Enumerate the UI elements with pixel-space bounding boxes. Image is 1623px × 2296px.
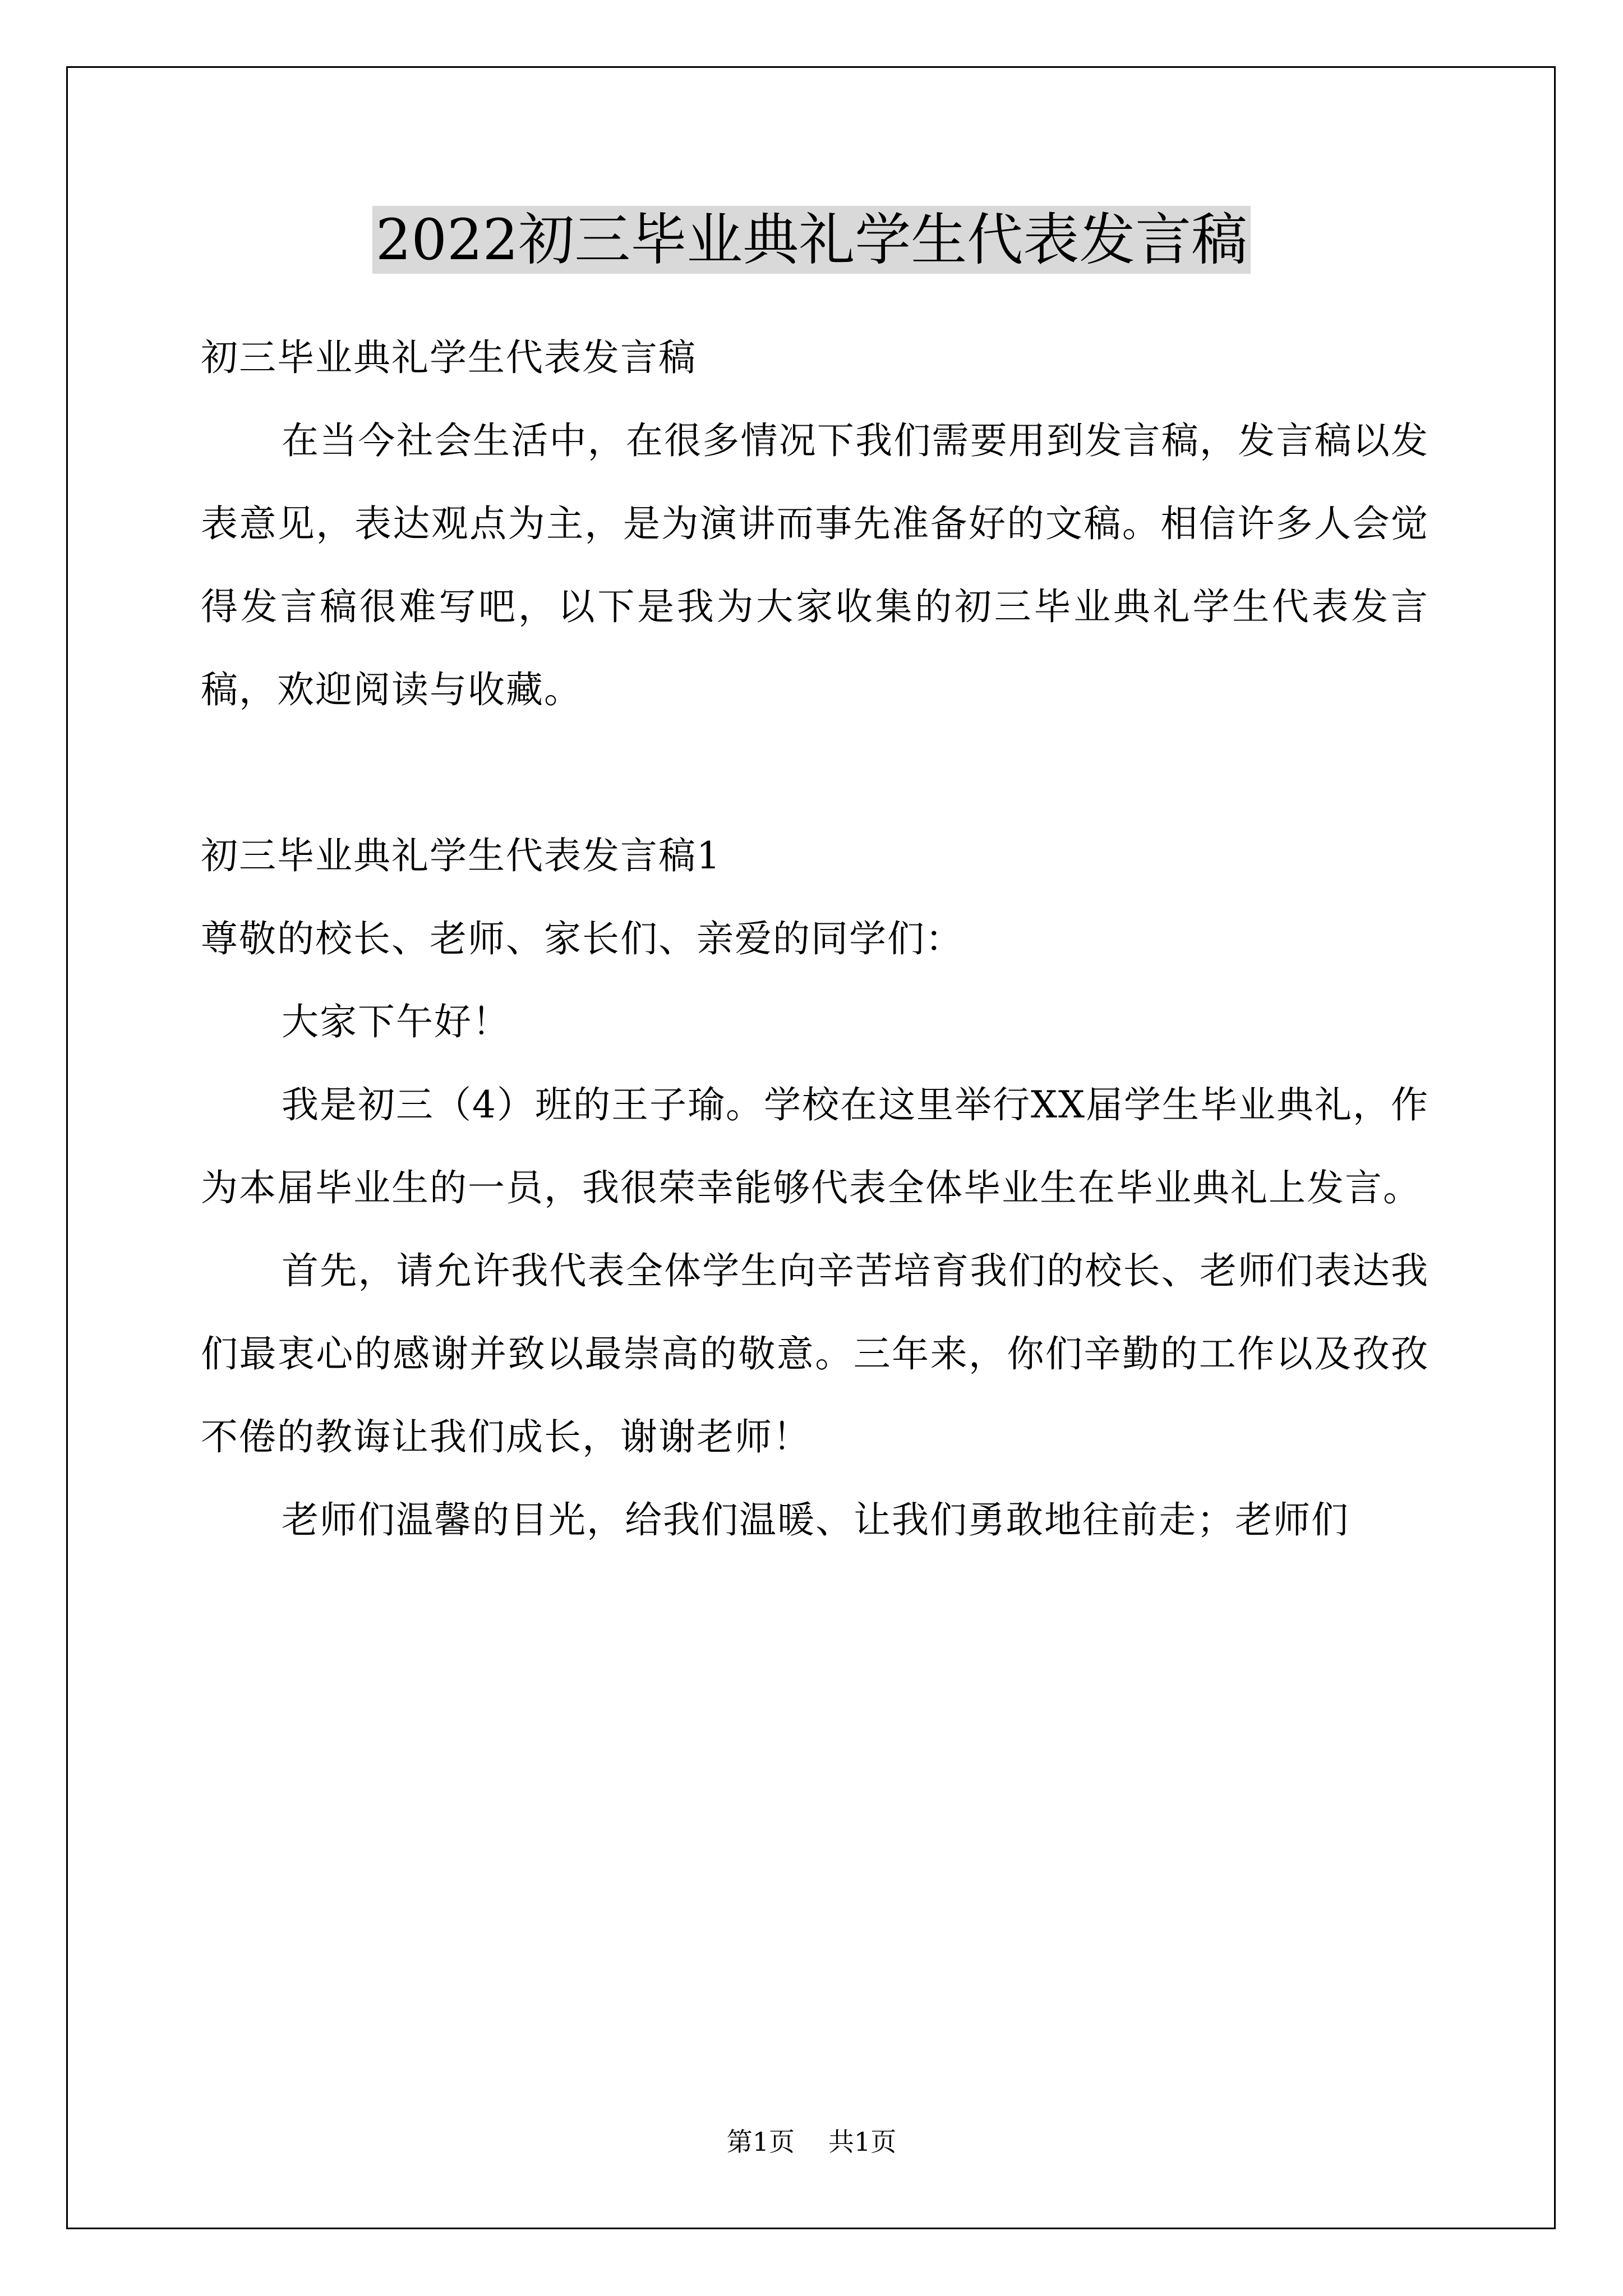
section-heading: 初三毕业典礼学生代表发言稿1: [201, 834, 721, 877]
document-title-row: [0, 201, 1623, 279]
page-number-current: 第1页: [726, 2127, 795, 2157]
salutation: 尊敬的校长、老师、家长们、亲爱的同学们：: [201, 917, 963, 960]
document-subtitle: 初三毕业典礼学生代表发言稿: [201, 336, 697, 379]
page-footer: [0, 2125, 1623, 2159]
body-paragraph-3: 老师们温馨的目光，给我们温暖、让我们勇敢地往前走；老师们: [282, 1498, 1349, 1542]
body-paragraph-2: 首先，请允许我代表全体学生向辛苦培育我们的校长、老师们表达我们最衷心的感谢并致以最崇高的敬意。三年来，你们辛勤的工作以及孜孜不倦的教诲让我们成长，谢谢老师！: [201, 1249, 1429, 1458]
document-title: 2022初三毕业典礼学生代表发言稿: [372, 206, 1251, 274]
intro-paragraph: 在当今社会生活中，在很多情况下我们需要用到发言稿，发言稿以发表意见，表达观点为主，是为演讲而事先准备好的文稿。相信许多人会觉得发言稿很难写吧，以下是我为大家收集的初三毕业典礼学生代表发言稿，欢迎阅读与收藏。: [201, 419, 1429, 711]
page-number-total: 共1页: [828, 2127, 897, 2157]
document-body: [201, 316, 1429, 1562]
greeting: 大家下午好！: [282, 1000, 510, 1043]
body-paragraph-1: 我是初三（4）班的王子瑜。学校在这里举行XX届学生毕业典礼，作为本届毕业生的一员，我很荣幸能够代表全体毕业生在毕业典礼上发言。: [201, 1083, 1429, 1209]
